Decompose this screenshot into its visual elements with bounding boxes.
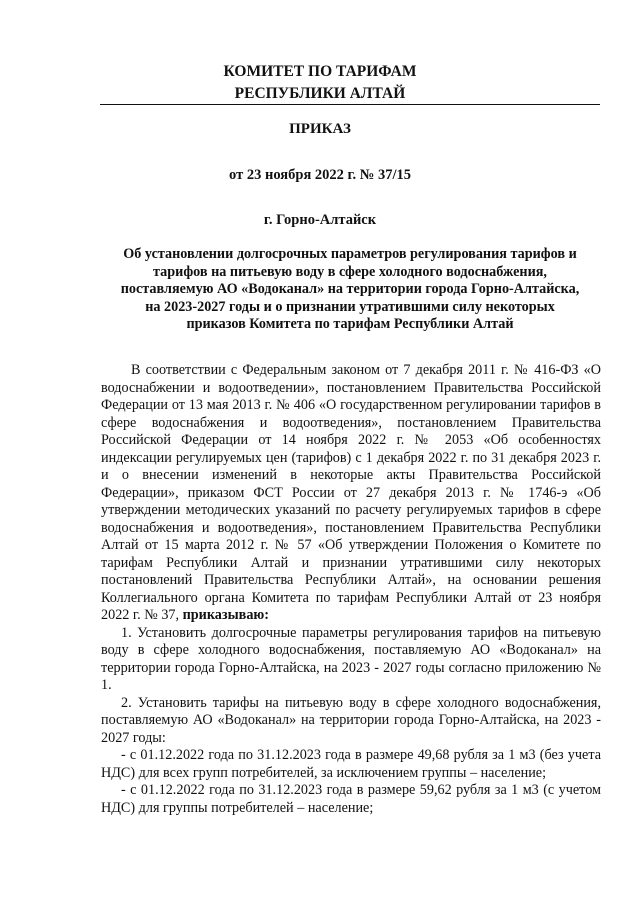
title-line: приказов Комитета по тарифам Республики Алтай [186, 316, 514, 332]
header-line-2: РЕСПУБЛИКИ АЛТАЙ [234, 85, 406, 102]
header-line-1: КОМИТЕТ ПО ТАРИФАМ [223, 63, 417, 80]
title-line: Об установлении долгосрочных параметров регулирования тарифов и [123, 246, 577, 262]
preamble-paragraph [101, 362, 601, 625]
order-word: приказываю: [182, 607, 270, 623]
preamble-text: В соответствии с Федеральным законом от 7 декабря 2011 г. № 416-ФЗ «О водоснабжении и водоотведении», постановлением Правительства Российской Федерации от 13 мая 2013 г. № 406 «О государственном регулировании тарифов в сфере водоснабжения и водоотведения», постановлением Правительства Российской Федерации от 14 ноября 2022 г. № 2053 «Об особенностях индексации регулируемых цен (тарифов) с 1 декабря 2022 г. по 31 декабря 2023 г. и о внесении изменений в некоторые акты Правительства Российской Федерации», приказом ФСТ России от 27 декабря 2013 г. № 1746-э «Об утверждении методических указаний по расчету регулируемых тарифов в сфере водоснабжения и водоотведения», постановлением Правительства Республики Алтай от 15 марта 2012 г. № 57 «Об утверждении Положения о Комитете по тарифам Республики Алтай и признании утратившими силу некоторых постановлений Правительства Республики Алтай», на основании решения Коллегиального органа Комитета по тарифам Республики Алтай от 23 ноября 2022 г. № 37, [101, 362, 601, 623]
city: г. Горно-Алтайск [263, 212, 377, 228]
header-rule [100, 104, 600, 105]
title-line: тарифов на питьевую воду в сфере холодного водоснабжения, [153, 263, 547, 280]
sub-item-2: - с 01.12.2022 года по 31.12.2023 года в размере 59,62 рубля за 1 м3 (с учетом НДС) для группы потребителей – население; [101, 782, 601, 816]
item-1: 1. Установить долгосрочные параметры регулирования тарифов на питьевую воду в сфере холодного водоснабжения, поставляемую АО «Водоканал» на территории города Горно-Алтайска, на 2023 - 2027 годы согласно приложению № 1. [101, 624, 601, 693]
title-line: поставляемую АО «Водоканал» на территории города Горно-Алтайска, [120, 281, 580, 297]
document-type: ПРИКАЗ [289, 121, 351, 137]
date-number: от 23 ноября 2022 г. № 37/15 [229, 167, 411, 183]
item-2: 2. Установить тарифы на питьевую воду в сфере холодного водоснабжения, поставляемую АО «Водоканал» на территории города Горно-Алтайска, на 2023 - 2027 годы: [101, 694, 601, 746]
title-line: на 2023-2027 годы и о признании утратившими силу некоторых [145, 298, 555, 315]
document-body [101, 362, 601, 817]
document-title [80, 246, 620, 334]
sub-item-1: - с 01.12.2022 года по 31.12.2023 года в размере 49,68 рубля за 1 м3 (без учета НДС) для всех групп потребителей, за исключением группы – население; [101, 747, 601, 781]
